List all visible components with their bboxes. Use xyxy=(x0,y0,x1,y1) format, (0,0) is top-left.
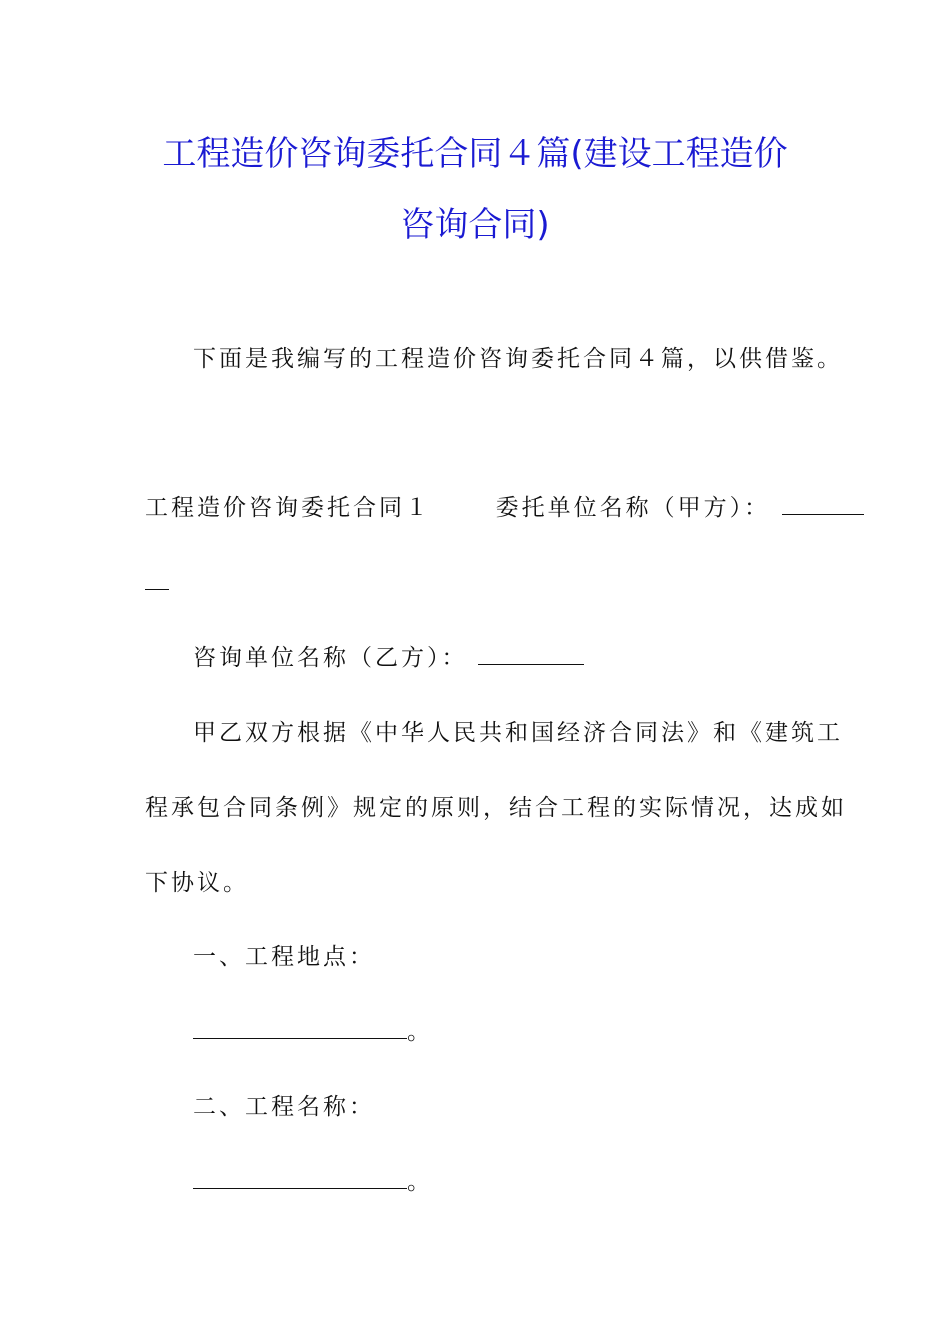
section-2-blank xyxy=(193,1170,407,1189)
section-1-end-mark: 。 xyxy=(407,1019,433,1045)
section-1-field xyxy=(193,1017,433,1047)
section-2-label: 二、工程名称： xyxy=(193,1094,375,1120)
paragraph-line-3: 下协议。 xyxy=(145,870,249,896)
client-name-blank-tail xyxy=(145,571,169,590)
client-name-blank-continued xyxy=(145,568,169,598)
client-name-blank xyxy=(782,496,864,515)
consultant-name-line xyxy=(193,643,584,673)
consultant-name-blank xyxy=(478,646,584,665)
section-2-end-mark: 。 xyxy=(407,1169,433,1195)
client-name-label: 委托单位名称（甲方）： xyxy=(495,495,771,521)
contract-heading-line xyxy=(145,493,864,523)
section-2-field xyxy=(193,1167,433,1197)
section-1-label: 一、工程地点： xyxy=(193,944,375,970)
section-1-blank xyxy=(193,1020,407,1039)
paragraph-line-1: 甲乙双方根据《中华人民共和国经济合同法》和《建筑工 xyxy=(193,720,843,746)
consultant-name-label: 咨询单位名称（乙方）： xyxy=(193,645,468,671)
intro-paragraph: 下面是我编写的工程造价咨询委托合同４篇，以供借鉴。 xyxy=(193,346,843,372)
paragraph-line-2: 程承包合同条例》规定的原则，结合工程的实际情况，达成如 xyxy=(145,795,847,821)
document-title-line-1: 工程造价咨询委托合同４篇(建设工程造价 xyxy=(162,134,788,174)
document-title-line-2: 咨询合同) xyxy=(400,205,550,245)
contract-heading: 工程造价咨询委托合同１ xyxy=(145,495,431,521)
